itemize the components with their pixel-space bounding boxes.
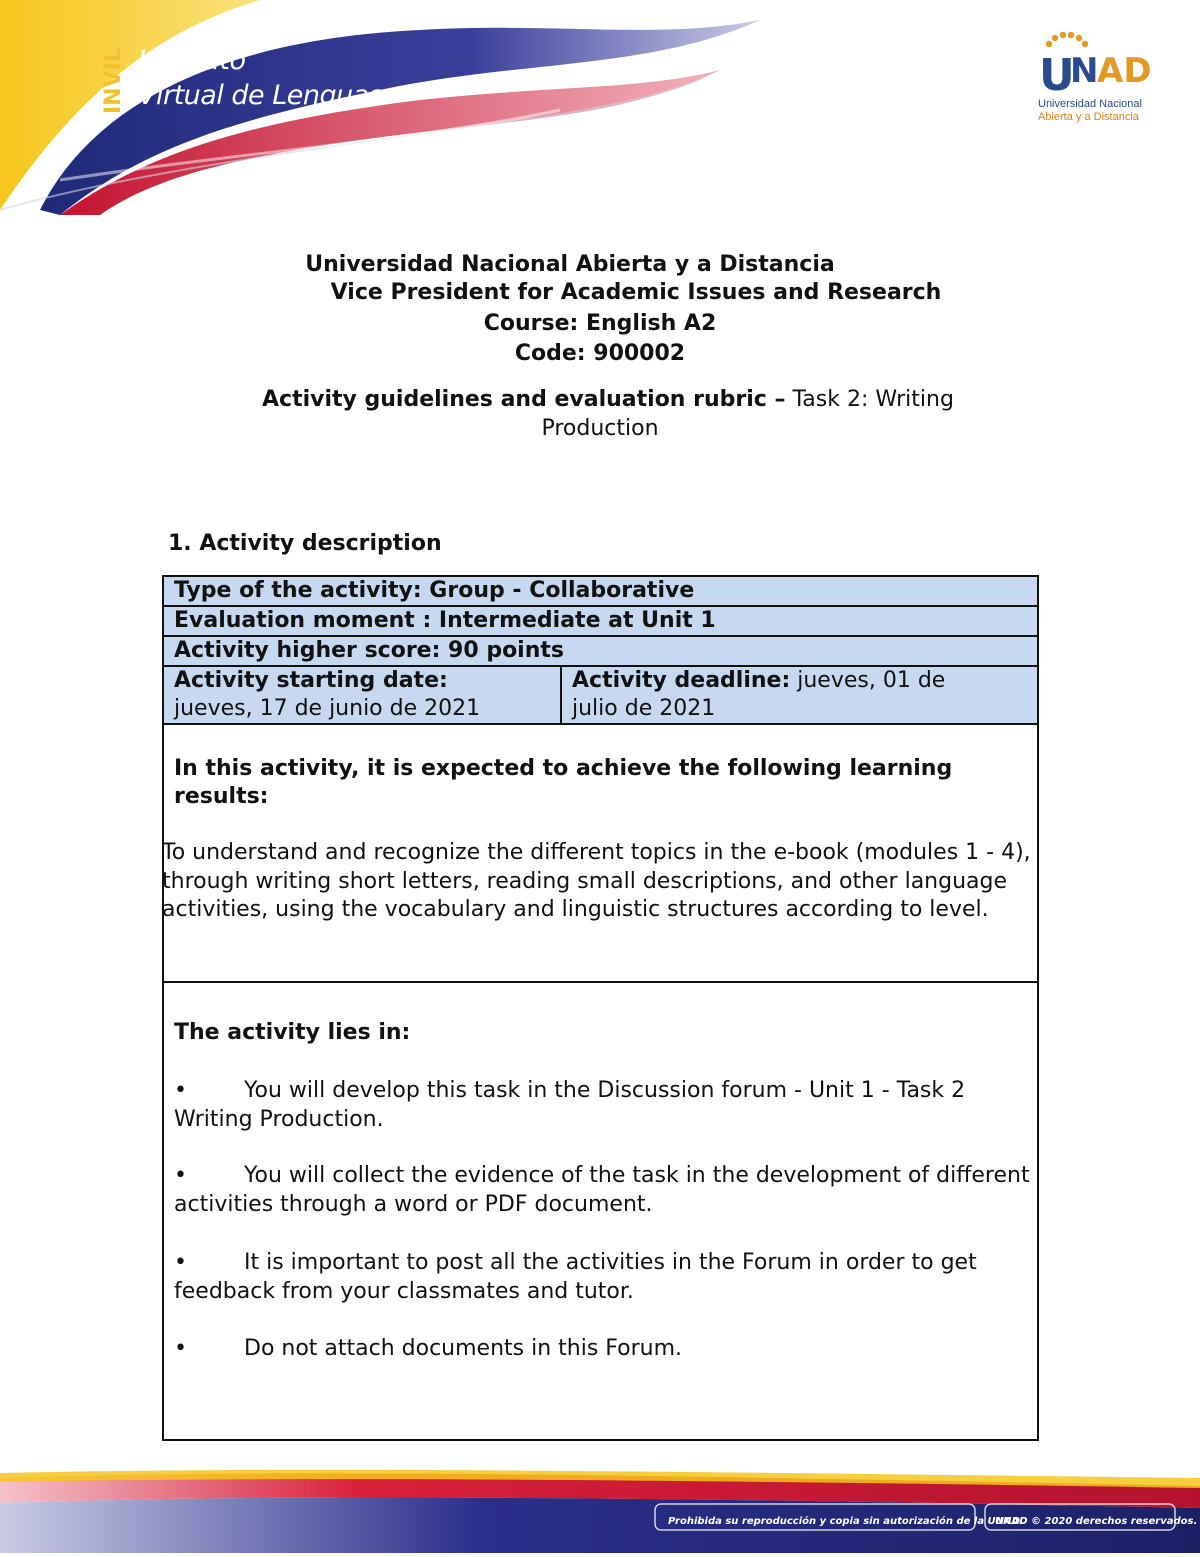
- section-heading: 1. Activity description: [168, 531, 442, 556]
- activity-lies-in-row: [164, 983, 1037, 1439]
- course-code: Code: 900002: [514, 341, 686, 366]
- activity-type: Type of the activity: Group - Collaborative: [174, 578, 695, 603]
- svg-text:AD: AD: [1097, 51, 1152, 91]
- svg-text:INVIL: INVIL: [101, 48, 126, 114]
- deadline-cell: [562, 667, 1037, 723]
- footer-swoosh: [0, 1468, 1200, 1553]
- bullet-icon: •: [174, 1250, 187, 1275]
- dates-row: [164, 667, 1037, 725]
- svg-text:U: U: [1039, 50, 1075, 101]
- learning-results-heading: In this activity, it is expected to achieve the following learning results:: [174, 756, 953, 809]
- learning-results-body: To understand and recognize the different topics in the e-book (modules 1 - 4), through writing short letters, reading small descriptions, and other language activities, using the vocabulary and linguistic structures according to level.: [162, 840, 1031, 922]
- unad-subtitle-line1: Universidad Nacional: [1038, 98, 1142, 110]
- start-date-cell: [164, 667, 562, 723]
- footer-banner: [0, 1468, 1200, 1553]
- list-item: • You will develop this task in the Discussion forum - Unit 1 - Task 2 Writing Production.: [174, 1078, 966, 1132]
- deadline-label: Activity deadline: jueves, 01 de: [572, 668, 946, 693]
- list-item: • It is important to post all the activities in the Forum in order to get feedback from your classmates and tutor.: [174, 1250, 977, 1304]
- start-date-value: jueves, 17 de junio de 2021: [174, 696, 481, 721]
- higher-score: Activity higher score: 90 points: [174, 638, 564, 663]
- evaluation-moment: Evaluation moment : Intermediate at Unit 1: [174, 608, 716, 633]
- vice-presidency: Vice President for Academic Issues and Research: [330, 280, 942, 305]
- bullet-icon: •: [174, 1078, 187, 1103]
- unad-subtitle-line2: Abierta y a Distancia: [1038, 111, 1139, 123]
- invil-brand-mark: [100, 42, 130, 117]
- footer-copyright: UNAD © 2020 derechos reservados.: [995, 1516, 1198, 1527]
- subtitle-bold: Activity guidelines and evaluation rubric –: [262, 387, 786, 412]
- svg-text:N: N: [1070, 51, 1099, 91]
- subtitle-rest: Task 2: Writing: [785, 387, 954, 412]
- deadline-value-part2: julio de 2021: [572, 696, 716, 721]
- header-banner: [0, 0, 1200, 220]
- institute-title-line2: Virtual de Lenguas: [138, 80, 383, 111]
- start-date-label: Activity starting date:: [174, 668, 448, 693]
- higher-score-row: [164, 637, 1037, 667]
- activity-type-row: [164, 577, 1037, 607]
- evaluation-moment-row: [164, 607, 1037, 637]
- activity-table: [162, 575, 1039, 1441]
- list-item: • You will collect the evidence of the task in the development of different activities through a word or PDF document.: [174, 1163, 1030, 1217]
- footer-copy-notice: Prohibida su reproducción y copia sin autorización de la UNAD.: [668, 1516, 1024, 1527]
- activity-lies-in-heading: The activity lies in:: [174, 1020, 411, 1045]
- deadline-value-part1: jueves, 01 de: [790, 668, 946, 693]
- document-subtitle: [262, 387, 954, 412]
- bullet-icon: •: [174, 1336, 187, 1361]
- learning-results-row: [164, 725, 1037, 983]
- university-name: Universidad Nacional Abierta y a Distancia: [305, 252, 835, 277]
- bullet-icon: •: [174, 1163, 187, 1188]
- institute-title-line1: Instituto: [138, 45, 246, 76]
- list-item: • Do not attach documents in this Forum.: [174, 1336, 683, 1361]
- document-subtitle-line2: Production: [541, 416, 659, 441]
- course-name: Course: English A2: [483, 311, 717, 336]
